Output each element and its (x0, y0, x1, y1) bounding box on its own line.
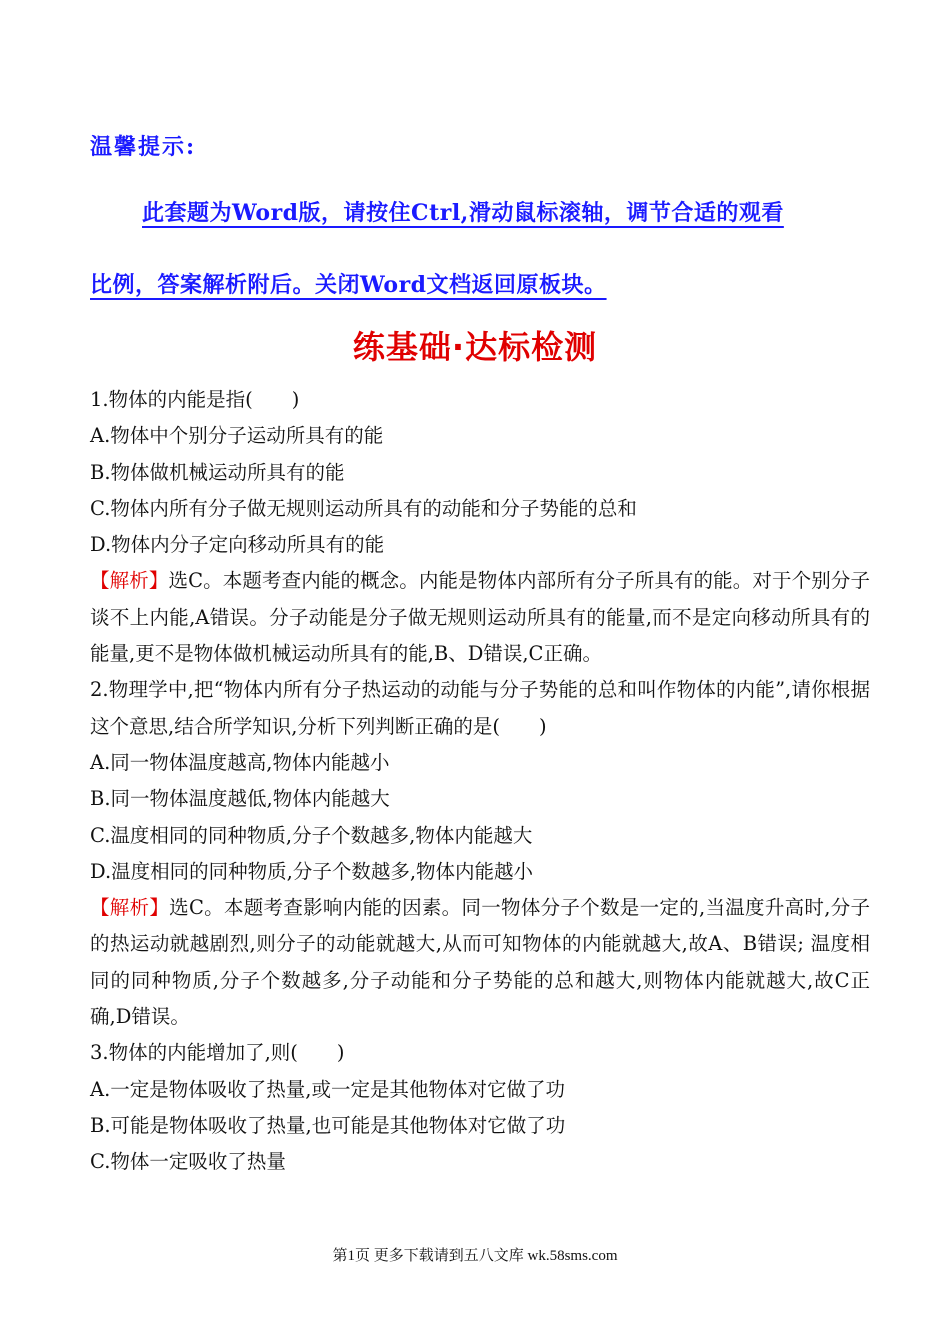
q1-option-d: D.物体内分子定向移动所具有的能 (90, 533, 385, 557)
tip-title: 温馨提示: (90, 134, 197, 160)
q3-option-b: B.可能是物体吸收了热量,也可能是其他物体对它做了功 (90, 1113, 566, 1137)
tip-line-1: 此套题为Word版，请按住Ctrl,滑动鼠标滚轴，调节合适的观看 (142, 200, 784, 226)
analysis-tag: 【解析】 (90, 569, 169, 593)
q3-option-c: C.物体一定吸收了热量 (90, 1150, 286, 1174)
q1-option-a: A.物体中个别分子运动所具有的能 (90, 424, 384, 448)
analysis-tag: 【解析】 (90, 896, 170, 920)
analysis-text: 选C。本题考查影响内能的因素。同一物体分子个数是一定的,当温度升高时,分子的热运动就越剧烈,则分子的动能就越大,从而可知物体的内能就越大,故A、B错误; 温度相同的同种物质,分子个数越多,分子动能和分子势能的总和越大,则物体内能就越大,故C正确,D错误。 (90, 896, 870, 1029)
q1-stem: 1.物体的内能是指( ) (90, 388, 300, 411)
q2-option-c: C.温度相同的同种物质,分子个数越多,物体内能越大 (90, 823, 533, 847)
q3-stem: 3.物体的内能增加了,则( ) (90, 1041, 345, 1065)
q3-option-a: A.一定是物体吸收了热量,或一定是其他物体对它做了功 (90, 1077, 565, 1101)
q2-option-b: B.同一物体温度越低,物体内能越大 (90, 787, 390, 811)
q1-option-c: C.物体内所有分子做无规则运动所具有的动能和分子势能的总和 (90, 496, 637, 520)
q1-analysis (90, 563, 870, 672)
analysis-text: 选C。本题考查内能的概念。内能是物体内部所有分子所具有的能。对于个别分子谈不上内能,A错误。分子动能是分子做无规则运动所具有的能量,而不是定向移动所具有的能量,更不是物体做机械运动所具有的能,B、D错误,C正确。 (90, 569, 870, 666)
q2-option-d: D.温度相同的同种物质,分子个数越多,物体内能越小 (90, 859, 534, 883)
question-content (90, 382, 870, 1181)
section-heading: 练基础·达标检测 (352, 328, 598, 366)
q1-option-b: B.物体做机械运动所具有的能 (90, 460, 345, 484)
q2-option-a: A.同一物体温度越高,物体内能越小 (90, 750, 390, 774)
q2-stem: 2.物理学中,把“物体内所有分子热运动的动能与分子势能的总和叫作物体的内能”,请你根据这个意思,结合所学知识,分析下列判断正确的是( ) (90, 678, 870, 738)
q2-analysis (90, 890, 870, 1035)
tip-line-2: 比例，答案解析附后。关闭Word文档返回原板块。 (90, 272, 607, 298)
page-footer: 第1页 更多下载请到五八文库 wk.58sms.com (332, 1248, 618, 1264)
